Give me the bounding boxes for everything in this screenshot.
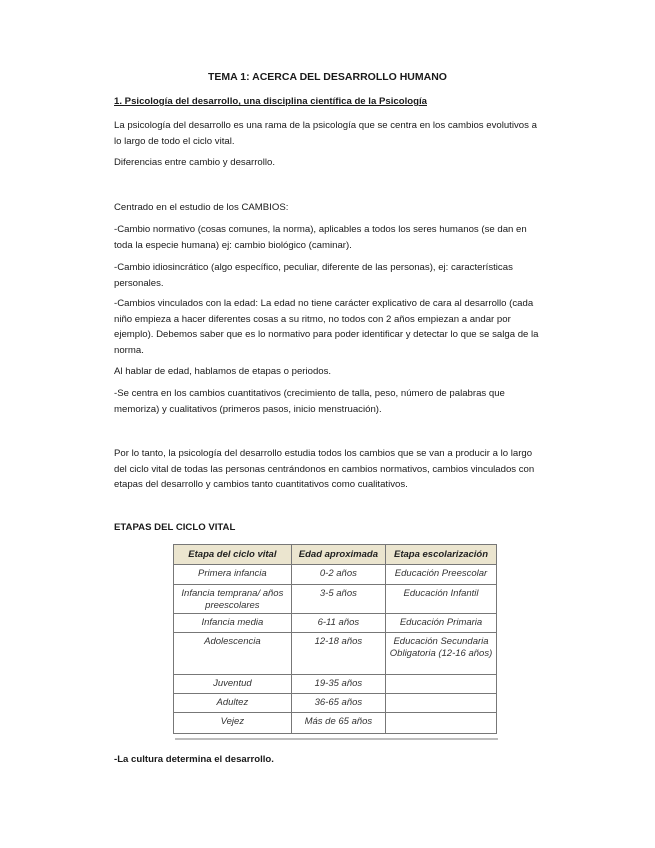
cell-schooling xyxy=(386,713,497,734)
cell-age: 0-2 años xyxy=(291,565,385,585)
cell-age: Más de 65 años xyxy=(291,713,385,734)
cell-stage: Infancia temprana/ años preescolares xyxy=(174,585,292,614)
table-row xyxy=(174,675,497,694)
cell-age: 6-11 años xyxy=(291,614,385,633)
section-heading: 1. Psicología del desarrollo, una disciplina científica de la Psicología xyxy=(114,96,427,107)
table-row xyxy=(174,565,497,585)
table-row xyxy=(174,694,497,713)
cell-stage: Vejez xyxy=(174,713,292,734)
stages-heading: ETAPAS DEL CICLO VITAL xyxy=(114,522,236,533)
table-row xyxy=(174,585,497,614)
table-shadow xyxy=(175,738,498,740)
cell-schooling xyxy=(386,675,497,694)
cell-stage: Adolescencia xyxy=(174,633,292,675)
cell-schooling: Educación Infantil xyxy=(386,585,497,614)
periods-paragraph: Al hablar de edad, hablamos de etapas o periodos. xyxy=(114,366,332,377)
cell-schooling: Educación Preescolar xyxy=(386,565,497,585)
life-cycle-stages-table xyxy=(173,544,497,734)
table-header-row xyxy=(174,545,497,565)
document-title: TEMA 1: ACERCA DEL DESARROLLO HUMANO xyxy=(208,71,447,83)
cell-stage: Juventud xyxy=(174,675,292,694)
cell-schooling: Educación Primaria xyxy=(386,614,497,633)
normative-paragraph: -Cambio normativo (cosas comunes, la norma), aplicables a todos los seres humanos (se dan en toda la especie humana) ej: cambio biológico (caminar). xyxy=(114,224,527,251)
conclusion-paragraph: Por lo tanto, la psicología del desarrollo estudia todos los cambios que se van a producir a lo largo del ciclo vital de todas las personas centrándonos en cambios normativos, cambios vinculados con etapas del desarrollo y cambios tanto cuantitativos como cualitativos. xyxy=(114,448,535,490)
cell-schooling xyxy=(386,694,497,713)
intro-paragraph: La psicología del desarrollo es una rama de la psicología que se centra en los cambios evolutivos a lo largo de todo el ciclo vital. xyxy=(114,120,537,147)
table-row xyxy=(174,633,497,675)
table-row xyxy=(174,614,497,633)
age-paragraph: -Cambios vinculados con la edad: La edad no tiene carácter explicativo de cara al desarrollo (cada niño empieza a hacer diferentes cosas a su ritmo, no todos con 2 años empiezan a andar por ejemplo). Debemos saber que es lo normativo para poder identificar y detectar lo que se salga de la norma. xyxy=(114,298,539,356)
cell-schooling: Educación Secundaria Obligatoria (12-16 años) xyxy=(386,633,497,675)
cell-age: 12-18 años xyxy=(291,633,385,675)
idiosyncratic-paragraph: -Cambio idiosincrático (algo específico, peculiar, diferente de las personas), ej: características personales. xyxy=(114,262,513,289)
cell-age: 19-35 años xyxy=(291,675,385,694)
cell-age: 36-65 años xyxy=(291,694,385,713)
differences-paragraph: Diferencias entre cambio y desarrollo. xyxy=(114,157,276,168)
header-age: Edad aproximada xyxy=(291,545,385,565)
header-stage: Etapa del ciclo vital xyxy=(174,545,292,565)
table-row xyxy=(174,713,497,734)
header-schooling: Etapa escolarización xyxy=(386,545,497,565)
cell-stage: Infancia media xyxy=(174,614,292,633)
closing-paragraph: -La cultura determina el desarrollo. xyxy=(114,754,274,765)
cell-age: 3-5 años xyxy=(291,585,385,614)
cell-stage: Primera infancia xyxy=(174,565,292,585)
quantitative-paragraph: -Se centra en los cambios cuantitativos (crecimiento de talla, peso, número de palabras que memoriza) y cualitativos (primeros pasos, inicio menstruación). xyxy=(114,388,505,415)
cell-stage: Adultez xyxy=(174,694,292,713)
centered-paragraph: Centrado en el estudio de los CAMBIOS: xyxy=(114,202,289,213)
